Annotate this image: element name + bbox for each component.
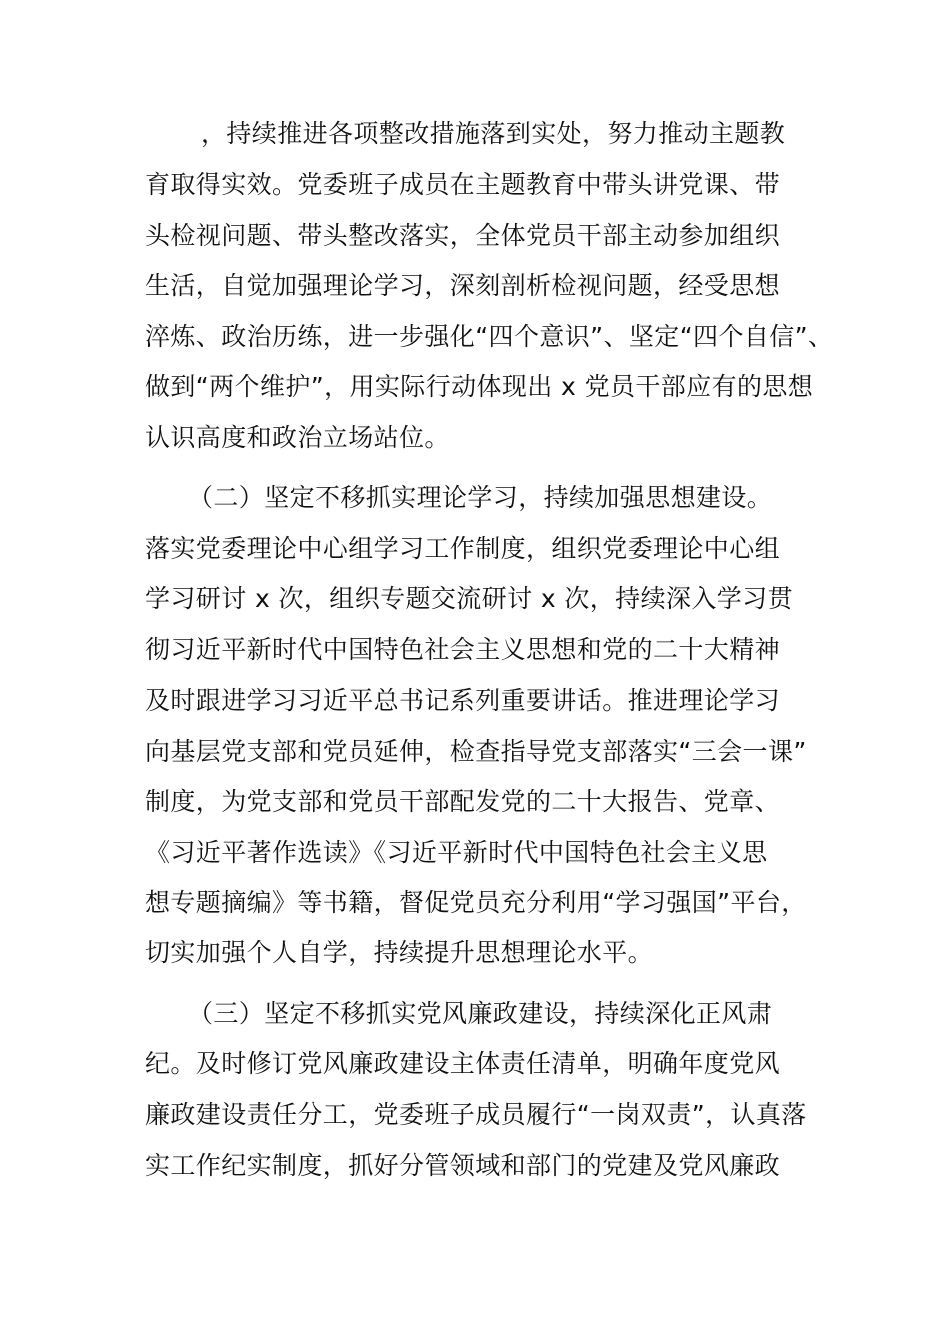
- text-line: 育取得实效。党委班子成员在主题教育中带头讲党课、带: [145, 170, 781, 199]
- section-heading-3: （三）坚定不移抓实党风廉政建设，持续深化正风肃: [188, 999, 773, 1028]
- text-line: 做到“两个维护”，用实际行动体现出 x 党员干部应有的思想: [145, 372, 814, 401]
- text-line: 实工作纪实制度，抓好分管领域和部门的党建及党风廉政: [145, 1151, 781, 1180]
- text-line: 切实加强个人自学，持续提升思想理论水平。: [145, 938, 654, 967]
- text-line: 彻习近平新时代中国特色社会主义思想和党的二十大精神: [145, 635, 781, 664]
- text-line: 及时跟进学习习近平总书记系列重要讲话。推进理论学习: [145, 686, 781, 715]
- section-heading-2: （二）坚定不移抓实理论学习，持续加强思想建设。: [188, 483, 773, 512]
- text-line: 头检视问题、带头整改落实，全体党员干部主动参加组织: [145, 221, 781, 250]
- text-line: 想专题摘编》等书籍，督促党员充分利用“学习强国”平台，: [145, 888, 807, 917]
- text-line: 制度，为党支部和党员干部配发党的二十大报告、党章、: [145, 787, 781, 816]
- text-line: 淬炼、政治历练，进一步强化“四个意识”、坚定“四个自信”、: [145, 322, 834, 351]
- text-line: ，持续推进各项整改措施落到实处，努力推动主题教: [201, 119, 786, 148]
- text-line: 廉政建设责任分工，党委班子成员履行“一岗双责”，认真落: [145, 1100, 807, 1129]
- text-line: 生活，自觉加强理论学习，深刻剖析检视问题，经受思想: [145, 271, 781, 300]
- text-line: 向基层党支部和党员延伸，检查指导党支部落实“三会一课”: [145, 737, 807, 766]
- text-line: 《习近平著作选读》《习近平新时代中国特色社会主义思: [145, 838, 768, 867]
- text-line: 学习研讨 x 次，组织专题交流研讨 x 次，持续深入学习贯: [145, 584, 793, 613]
- text-line: 纪。及时修订党风廉政建设主体责任清单，明确年度党风: [145, 1049, 781, 1078]
- text-line: 落实党委理论中心组学习工作制度，组织党委理论中心组: [145, 534, 781, 563]
- text-line: 认识高度和政治立场站位。: [145, 423, 450, 452]
